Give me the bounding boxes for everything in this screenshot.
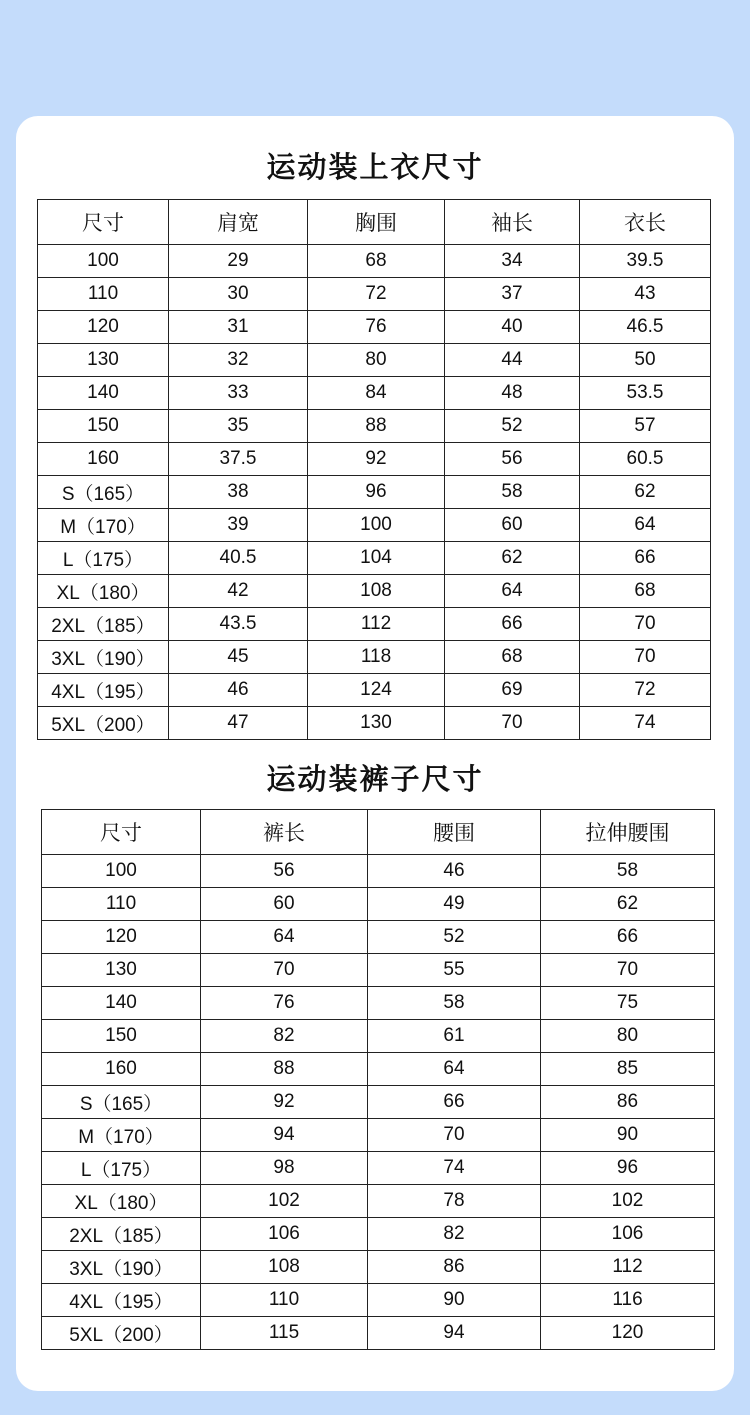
table-row (38, 575, 711, 608)
measurement-cell: 35 (169, 410, 308, 443)
measurement-cell: 110 (201, 1284, 368, 1317)
measurement-cell: 66 (368, 1086, 541, 1119)
measurement-cell: 37 (445, 278, 580, 311)
size-cell: XL（180） (38, 575, 169, 608)
column-header: 袖长 (445, 200, 580, 245)
size-cell: L（175） (42, 1152, 201, 1185)
table-row (42, 888, 715, 921)
size-cell: 4XL（195） (38, 674, 169, 707)
size-cell: 160 (38, 443, 169, 476)
table-row (42, 1152, 715, 1185)
measurement-cell: 92 (308, 443, 445, 476)
measurement-cell: 39.5 (580, 245, 711, 278)
column-header: 裤长 (201, 810, 368, 855)
top-size-table (37, 199, 711, 740)
measurement-cell: 78 (368, 1185, 541, 1218)
measurement-cell: 44 (445, 344, 580, 377)
measurement-cell: 55 (368, 954, 541, 987)
measurement-cell: 112 (541, 1251, 715, 1284)
measurement-cell: 58 (368, 987, 541, 1020)
measurement-cell: 62 (445, 542, 580, 575)
size-cell: 100 (38, 245, 169, 278)
measurement-cell: 47 (169, 707, 308, 740)
size-cell: 140 (42, 987, 201, 1020)
table-row (42, 1053, 715, 1086)
measurement-cell: 37.5 (169, 443, 308, 476)
measurement-cell: 70 (541, 954, 715, 987)
measurement-cell: 46.5 (580, 311, 711, 344)
measurement-cell: 70 (580, 608, 711, 641)
size-cell: S（165） (38, 476, 169, 509)
table-row (38, 410, 711, 443)
measurement-cell: 102 (201, 1185, 368, 1218)
measurement-cell: 68 (308, 245, 445, 278)
measurement-cell: 76 (201, 987, 368, 1020)
measurement-cell: 64 (445, 575, 580, 608)
table-row (38, 344, 711, 377)
table-row (38, 311, 711, 344)
size-cell: 120 (42, 921, 201, 954)
measurement-cell: 60 (201, 888, 368, 921)
top-size-title: 运动装上衣尺寸 (266, 150, 484, 184)
column-header: 尺寸 (42, 810, 201, 855)
measurement-cell: 48 (445, 377, 580, 410)
measurement-cell: 68 (580, 575, 711, 608)
measurement-cell: 70 (580, 641, 711, 674)
column-header: 衣长 (580, 200, 711, 245)
measurement-cell: 112 (308, 608, 445, 641)
size-cell: L（175） (38, 542, 169, 575)
measurement-cell: 72 (580, 674, 711, 707)
measurement-cell: 120 (541, 1317, 715, 1350)
measurement-cell: 70 (201, 954, 368, 987)
measurement-cell: 53.5 (580, 377, 711, 410)
size-cell: 3XL（190） (42, 1251, 201, 1284)
table-row (38, 674, 711, 707)
measurement-cell: 72 (308, 278, 445, 311)
measurement-cell: 108 (308, 575, 445, 608)
measurement-cell: 66 (541, 921, 715, 954)
size-cell: 150 (42, 1020, 201, 1053)
measurement-cell: 60.5 (580, 443, 711, 476)
size-cell: 160 (42, 1053, 201, 1086)
table-row (42, 987, 715, 1020)
measurement-cell: 32 (169, 344, 308, 377)
table-row (42, 921, 715, 954)
table-row (38, 377, 711, 410)
column-header: 拉伸腰围 (541, 810, 715, 855)
table-row (42, 1185, 715, 1218)
table-row (42, 1251, 715, 1284)
measurement-cell: 94 (368, 1317, 541, 1350)
measurement-cell: 42 (169, 575, 308, 608)
measurement-cell: 62 (580, 476, 711, 509)
measurement-cell: 30 (169, 278, 308, 311)
measurement-cell: 98 (201, 1152, 368, 1185)
measurement-cell: 29 (169, 245, 308, 278)
table-header-row (38, 200, 711, 245)
table-row (38, 443, 711, 476)
size-cell: 2XL（185） (42, 1218, 201, 1251)
size-cell: 130 (42, 954, 201, 987)
measurement-cell: 39 (169, 509, 308, 542)
measurement-cell: 61 (368, 1020, 541, 1053)
measurement-cell: 86 (368, 1251, 541, 1284)
measurement-cell: 88 (201, 1053, 368, 1086)
pants-size-title: 运动装裤子尺寸 (266, 762, 484, 796)
column-header: 尺寸 (38, 200, 169, 245)
measurement-cell: 56 (445, 443, 580, 476)
table-row (38, 542, 711, 575)
measurement-cell: 49 (368, 888, 541, 921)
size-cell: 150 (38, 410, 169, 443)
measurement-cell: 46 (368, 855, 541, 888)
measurement-cell: 74 (368, 1152, 541, 1185)
measurement-cell: 40.5 (169, 542, 308, 575)
measurement-cell: 40 (445, 311, 580, 344)
table-row (38, 608, 711, 641)
table-row (38, 641, 711, 674)
measurement-cell: 84 (308, 377, 445, 410)
measurement-cell: 106 (541, 1218, 715, 1251)
measurement-cell: 108 (201, 1251, 368, 1284)
table-row (42, 855, 715, 888)
table-row (38, 509, 711, 542)
size-cell: 5XL（200） (38, 707, 169, 740)
measurement-cell: 104 (308, 542, 445, 575)
measurement-cell: 96 (308, 476, 445, 509)
table-row (38, 278, 711, 311)
measurement-cell: 76 (308, 311, 445, 344)
measurement-cell: 46 (169, 674, 308, 707)
measurement-cell: 74 (580, 707, 711, 740)
measurement-cell: 52 (445, 410, 580, 443)
measurement-cell: 82 (201, 1020, 368, 1053)
measurement-cell: 100 (308, 509, 445, 542)
table-row (42, 1020, 715, 1053)
size-cell: S（165） (42, 1086, 201, 1119)
measurement-cell: 38 (169, 476, 308, 509)
size-cell: 120 (38, 311, 169, 344)
measurement-cell: 86 (541, 1086, 715, 1119)
measurement-cell: 66 (445, 608, 580, 641)
size-cell: XL（180） (42, 1185, 201, 1218)
size-cell: 100 (42, 855, 201, 888)
measurement-cell: 85 (541, 1053, 715, 1086)
measurement-cell: 60 (445, 509, 580, 542)
size-cell: 3XL（190） (38, 641, 169, 674)
measurement-cell: 43.5 (169, 608, 308, 641)
size-cell: 130 (38, 344, 169, 377)
measurement-cell: 115 (201, 1317, 368, 1350)
measurement-cell: 75 (541, 987, 715, 1020)
column-header: 腰围 (368, 810, 541, 855)
table-row (42, 1317, 715, 1350)
table-row (38, 707, 711, 740)
measurement-cell: 70 (445, 707, 580, 740)
table-row (42, 1284, 715, 1317)
measurement-cell: 96 (541, 1152, 715, 1185)
measurement-cell: 66 (580, 542, 711, 575)
measurement-cell: 69 (445, 674, 580, 707)
size-cell: 2XL（185） (38, 608, 169, 641)
size-cell: 140 (38, 377, 169, 410)
size-cell: M（170） (38, 509, 169, 542)
measurement-cell: 58 (541, 855, 715, 888)
measurement-cell: 118 (308, 641, 445, 674)
measurement-cell: 80 (541, 1020, 715, 1053)
measurement-cell: 45 (169, 641, 308, 674)
measurement-cell: 124 (308, 674, 445, 707)
size-cell: M（170） (42, 1119, 201, 1152)
table-row (38, 476, 711, 509)
measurement-cell: 50 (580, 344, 711, 377)
measurement-cell: 33 (169, 377, 308, 410)
size-cell: 4XL（195） (42, 1284, 201, 1317)
pants-size-table (41, 809, 715, 1350)
measurement-cell: 52 (368, 921, 541, 954)
measurement-cell: 62 (541, 888, 715, 921)
measurement-cell: 116 (541, 1284, 715, 1317)
table-row (42, 1119, 715, 1152)
measurement-cell: 43 (580, 278, 711, 311)
table-row (42, 954, 715, 987)
measurement-cell: 80 (308, 344, 445, 377)
measurement-cell: 31 (169, 311, 308, 344)
measurement-cell: 90 (368, 1284, 541, 1317)
column-header: 肩宽 (169, 200, 308, 245)
measurement-cell: 64 (201, 921, 368, 954)
measurement-cell: 64 (580, 509, 711, 542)
measurement-cell: 130 (308, 707, 445, 740)
column-header: 胸围 (308, 200, 445, 245)
measurement-cell: 56 (201, 855, 368, 888)
measurement-cell: 94 (201, 1119, 368, 1152)
table-row (38, 245, 711, 278)
measurement-cell: 64 (368, 1053, 541, 1086)
table-row (42, 1218, 715, 1251)
measurement-cell: 102 (541, 1185, 715, 1218)
measurement-cell: 68 (445, 641, 580, 674)
measurement-cell: 58 (445, 476, 580, 509)
measurement-cell: 70 (368, 1119, 541, 1152)
measurement-cell: 106 (201, 1218, 368, 1251)
measurement-cell: 34 (445, 245, 580, 278)
measurement-cell: 90 (541, 1119, 715, 1152)
table-row (42, 1086, 715, 1119)
table-header-row (42, 810, 715, 855)
measurement-cell: 82 (368, 1218, 541, 1251)
size-cell: 110 (38, 278, 169, 311)
size-cell: 110 (42, 888, 201, 921)
size-cell: 5XL（200） (42, 1317, 201, 1350)
measurement-cell: 88 (308, 410, 445, 443)
measurement-cell: 92 (201, 1086, 368, 1119)
measurement-cell: 57 (580, 410, 711, 443)
